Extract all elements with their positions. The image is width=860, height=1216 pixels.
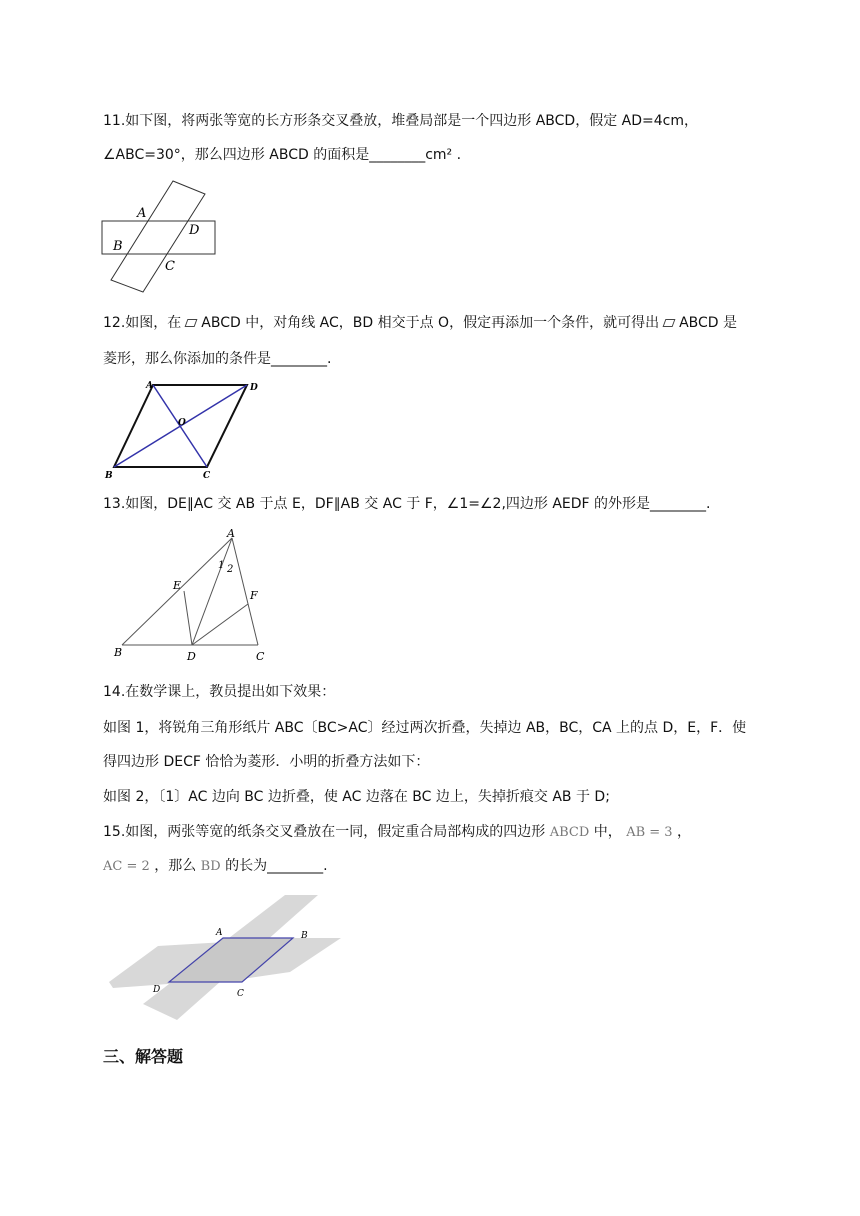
q15-math-ab: AB = 3 xyxy=(626,825,673,840)
q11-label-a: A xyxy=(137,206,147,221)
q11-text-line2: ∠ABC=30°，那么四边形 ABCD 的面积是________cm² . xyxy=(103,147,462,163)
q15-text-b: 中， xyxy=(593,824,622,840)
q12-text-line1 xyxy=(103,313,737,333)
q14-text-line2: 如图 1，将锐角三角形纸片 ABC〔BC>AC〕经过两次折叠，失掉边 AB，BC，CA 上的点 D，E，F．使 xyxy=(103,720,747,736)
q12-text-b: ABCD 中，对角线 AC，BD 相交于点 O，假定再添加一个条件，就可得出 xyxy=(201,315,660,331)
q13-figure xyxy=(110,528,275,663)
q12-figure xyxy=(100,376,270,481)
q15-label-a: A xyxy=(216,928,223,938)
q11-label-d: D xyxy=(189,223,200,238)
q13-label-a: A xyxy=(227,528,235,540)
q12-label-b: B xyxy=(105,471,113,481)
q15-text-line1 xyxy=(103,822,691,843)
q15-text-e: 的长为________. xyxy=(225,858,328,874)
q12-text-c: ABCD 是 xyxy=(679,315,738,331)
parallelogram-icon xyxy=(185,319,198,327)
q15-label-d: D xyxy=(153,985,161,995)
q12-label-a: A xyxy=(146,381,153,391)
q13-text-line1: 13.如图，DE∥AC 交 AB 于点 E，DF∥AB 交 AC 于 F，∠1=∠2,四边形 AEDF 的外形是________. xyxy=(103,496,711,512)
q15-figure xyxy=(105,890,345,1025)
q15-label-b: B xyxy=(301,931,308,941)
q14-text-line3: 得四边形 DECF 恰恰为菱形．小明的折叠方法如下： xyxy=(103,754,430,770)
q15-text-c: ， xyxy=(677,824,692,840)
q14-text-line4: 如图 2，〔1〕AC 边向 BC 边折叠，使 AC 边落在 BC 边上，失掉折痕交 AB 于 D; xyxy=(103,789,610,805)
section-heading: 三、解答题 xyxy=(103,1047,184,1066)
q13-label-b: B xyxy=(114,646,123,659)
q12-text-a: 12.如图，在 xyxy=(103,315,182,331)
q15-label-c: C xyxy=(237,989,244,999)
q15-math-ac: AC = 2 xyxy=(103,859,150,874)
q12-label-d: D xyxy=(250,383,258,393)
q13-label-angle2: 2 xyxy=(227,564,234,575)
q11-text-line1: 11.如下图，将两张等宽的长方形条交叉叠放，堆叠局部是一个四边形 ABCD，假定 AD=4cm， xyxy=(103,113,698,129)
q13-label-d: D xyxy=(187,650,196,663)
q12-label-c: C xyxy=(203,471,211,481)
q15-text-d: ，那么 xyxy=(154,858,197,874)
q14-text-line1: 14.在数学课上，教员提出如下效果： xyxy=(103,684,336,700)
q12-label-o: O xyxy=(178,418,186,428)
q15-text-line2 xyxy=(103,856,328,877)
q13-label-angle1: 1 xyxy=(218,560,225,571)
q11-label-c: C xyxy=(165,259,175,274)
q15-math-bd: BD xyxy=(200,859,221,874)
q11-label-b: B xyxy=(113,239,123,254)
q13-label-e: E xyxy=(173,579,182,592)
q12-text-line2: 菱形，那么你添加的条件是________. xyxy=(103,351,332,367)
q11-figure xyxy=(98,178,223,296)
q15-math-abcd: ABCD xyxy=(549,825,590,840)
q13-label-f: F xyxy=(250,589,258,602)
q13-label-c: C xyxy=(256,650,265,663)
parallelogram-icon xyxy=(663,319,676,327)
q15-text-a: 15.如图，两张等宽的纸条交叉叠放在一同，假定重合局部构成的四边形 xyxy=(103,824,546,840)
